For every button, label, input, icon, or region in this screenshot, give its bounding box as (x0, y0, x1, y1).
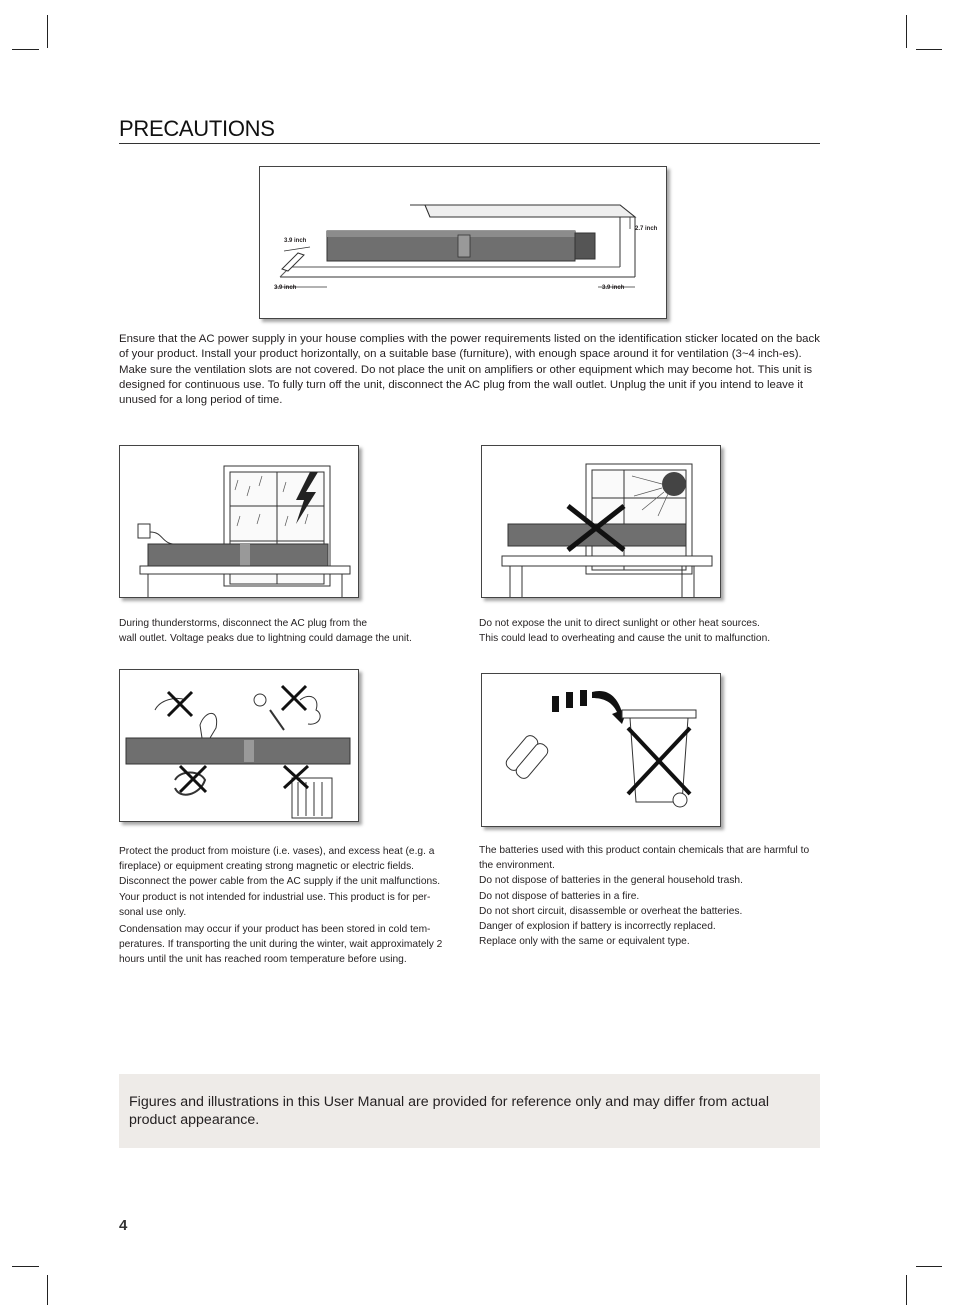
crop-mark (906, 1275, 907, 1305)
dimension-label: 3.9 inch (274, 285, 297, 291)
crop-mark (12, 49, 39, 50)
thunderstorm-figure (119, 445, 359, 598)
reference-note-text: Figures and illustrations in this User Manual are provided for reference only and may differ from actual product appearance. (129, 1094, 770, 1128)
crop-mark (916, 49, 942, 50)
page-number: 4 (119, 1217, 128, 1234)
title-underline (119, 143, 820, 144)
thunderstorm-caption (119, 616, 449, 646)
caption-line: Do not expose the unit to direct sunlight or other heat sources. (479, 618, 760, 629)
batteries-figure (481, 673, 721, 827)
crop-mark (916, 1266, 942, 1267)
reference-note-box (119, 1074, 820, 1148)
thunderstorm-illustration (120, 446, 358, 597)
caption-line: Do not short circuit, disassemble or overheat the batteries. (479, 905, 743, 917)
moisture-heat-figure (119, 669, 359, 822)
caption-line: This could lead to overheating and cause the unit to malfunction. (479, 633, 771, 645)
moisture-caption (119, 844, 454, 968)
caption-paragraph: Protect the product from moisture (i.e. vases), and excess heat (e.g. a fireplace) or equipment creating strong magnetic or electric fields. Disconnect the power cable from the AC supply if the unit malfunctions. Your product is not intended for industrial use. This product is for per-sonal use only. (119, 846, 441, 918)
caption-line: Replace only with the same or equivalent type. (479, 936, 690, 948)
crop-mark (47, 1275, 48, 1305)
caption-line: Do not dispose of batteries in the general household trash. (479, 875, 743, 887)
caption-line: The batteries used with this product contain chemicals that are harmful to the environment. (479, 845, 810, 872)
sunlight-illustration (482, 446, 720, 597)
caption-line: wall outlet. Voltage peaks due to lightning could damage the unit. (119, 633, 412, 645)
intro-paragraph: Ensure that the AC power supply in your house complies with the power requirements listed on the identification sticker located on the back of your product. Install your product horizontally, on a suitable base (furniture), with enough space around it for ventilation (3~4 inch-es). Make sure the ventilation slots are not covered. Do not place the unit on amplifiers or other equipment which may become hot. This unit is designed for continuous use. To fully turn off the unit, disconnect the AC plug from the wall outlet. Unplug the unit if you intend to leave it unused for a long period of time. (119, 333, 820, 407)
caption-line: Danger of explosion if battery is incorrectly replaced. (479, 921, 716, 933)
ventilation-figure (259, 166, 667, 319)
ventilation-illustration (260, 167, 666, 318)
sunlight-figure (481, 445, 721, 598)
crop-mark (12, 1266, 39, 1267)
caption-line: Do not dispose of batteries in a fire. (479, 890, 640, 902)
moisture-heat-illustration (120, 670, 358, 821)
caption-line: During thunderstorms, disconnect the AC plug from the (119, 618, 368, 629)
crop-mark (47, 15, 48, 48)
sunlight-caption (479, 616, 824, 646)
crop-mark (906, 15, 907, 48)
dimension-label: 3.9 inch (284, 238, 307, 244)
page-title: PRECAUTIONS (119, 116, 275, 141)
dimension-label: 2.7 inch (635, 226, 658, 232)
dimension-label: 3.9 inch (602, 285, 625, 291)
batteries-caption (479, 843, 824, 949)
battery-disposal-illustration (482, 674, 720, 826)
caption-paragraph: Condensation may occur if your product has been stored in cold tem-peratures. If transporting the unit during the winter, wait approximately 2 hours until the unit has reached room temperature before using. (119, 924, 443, 966)
